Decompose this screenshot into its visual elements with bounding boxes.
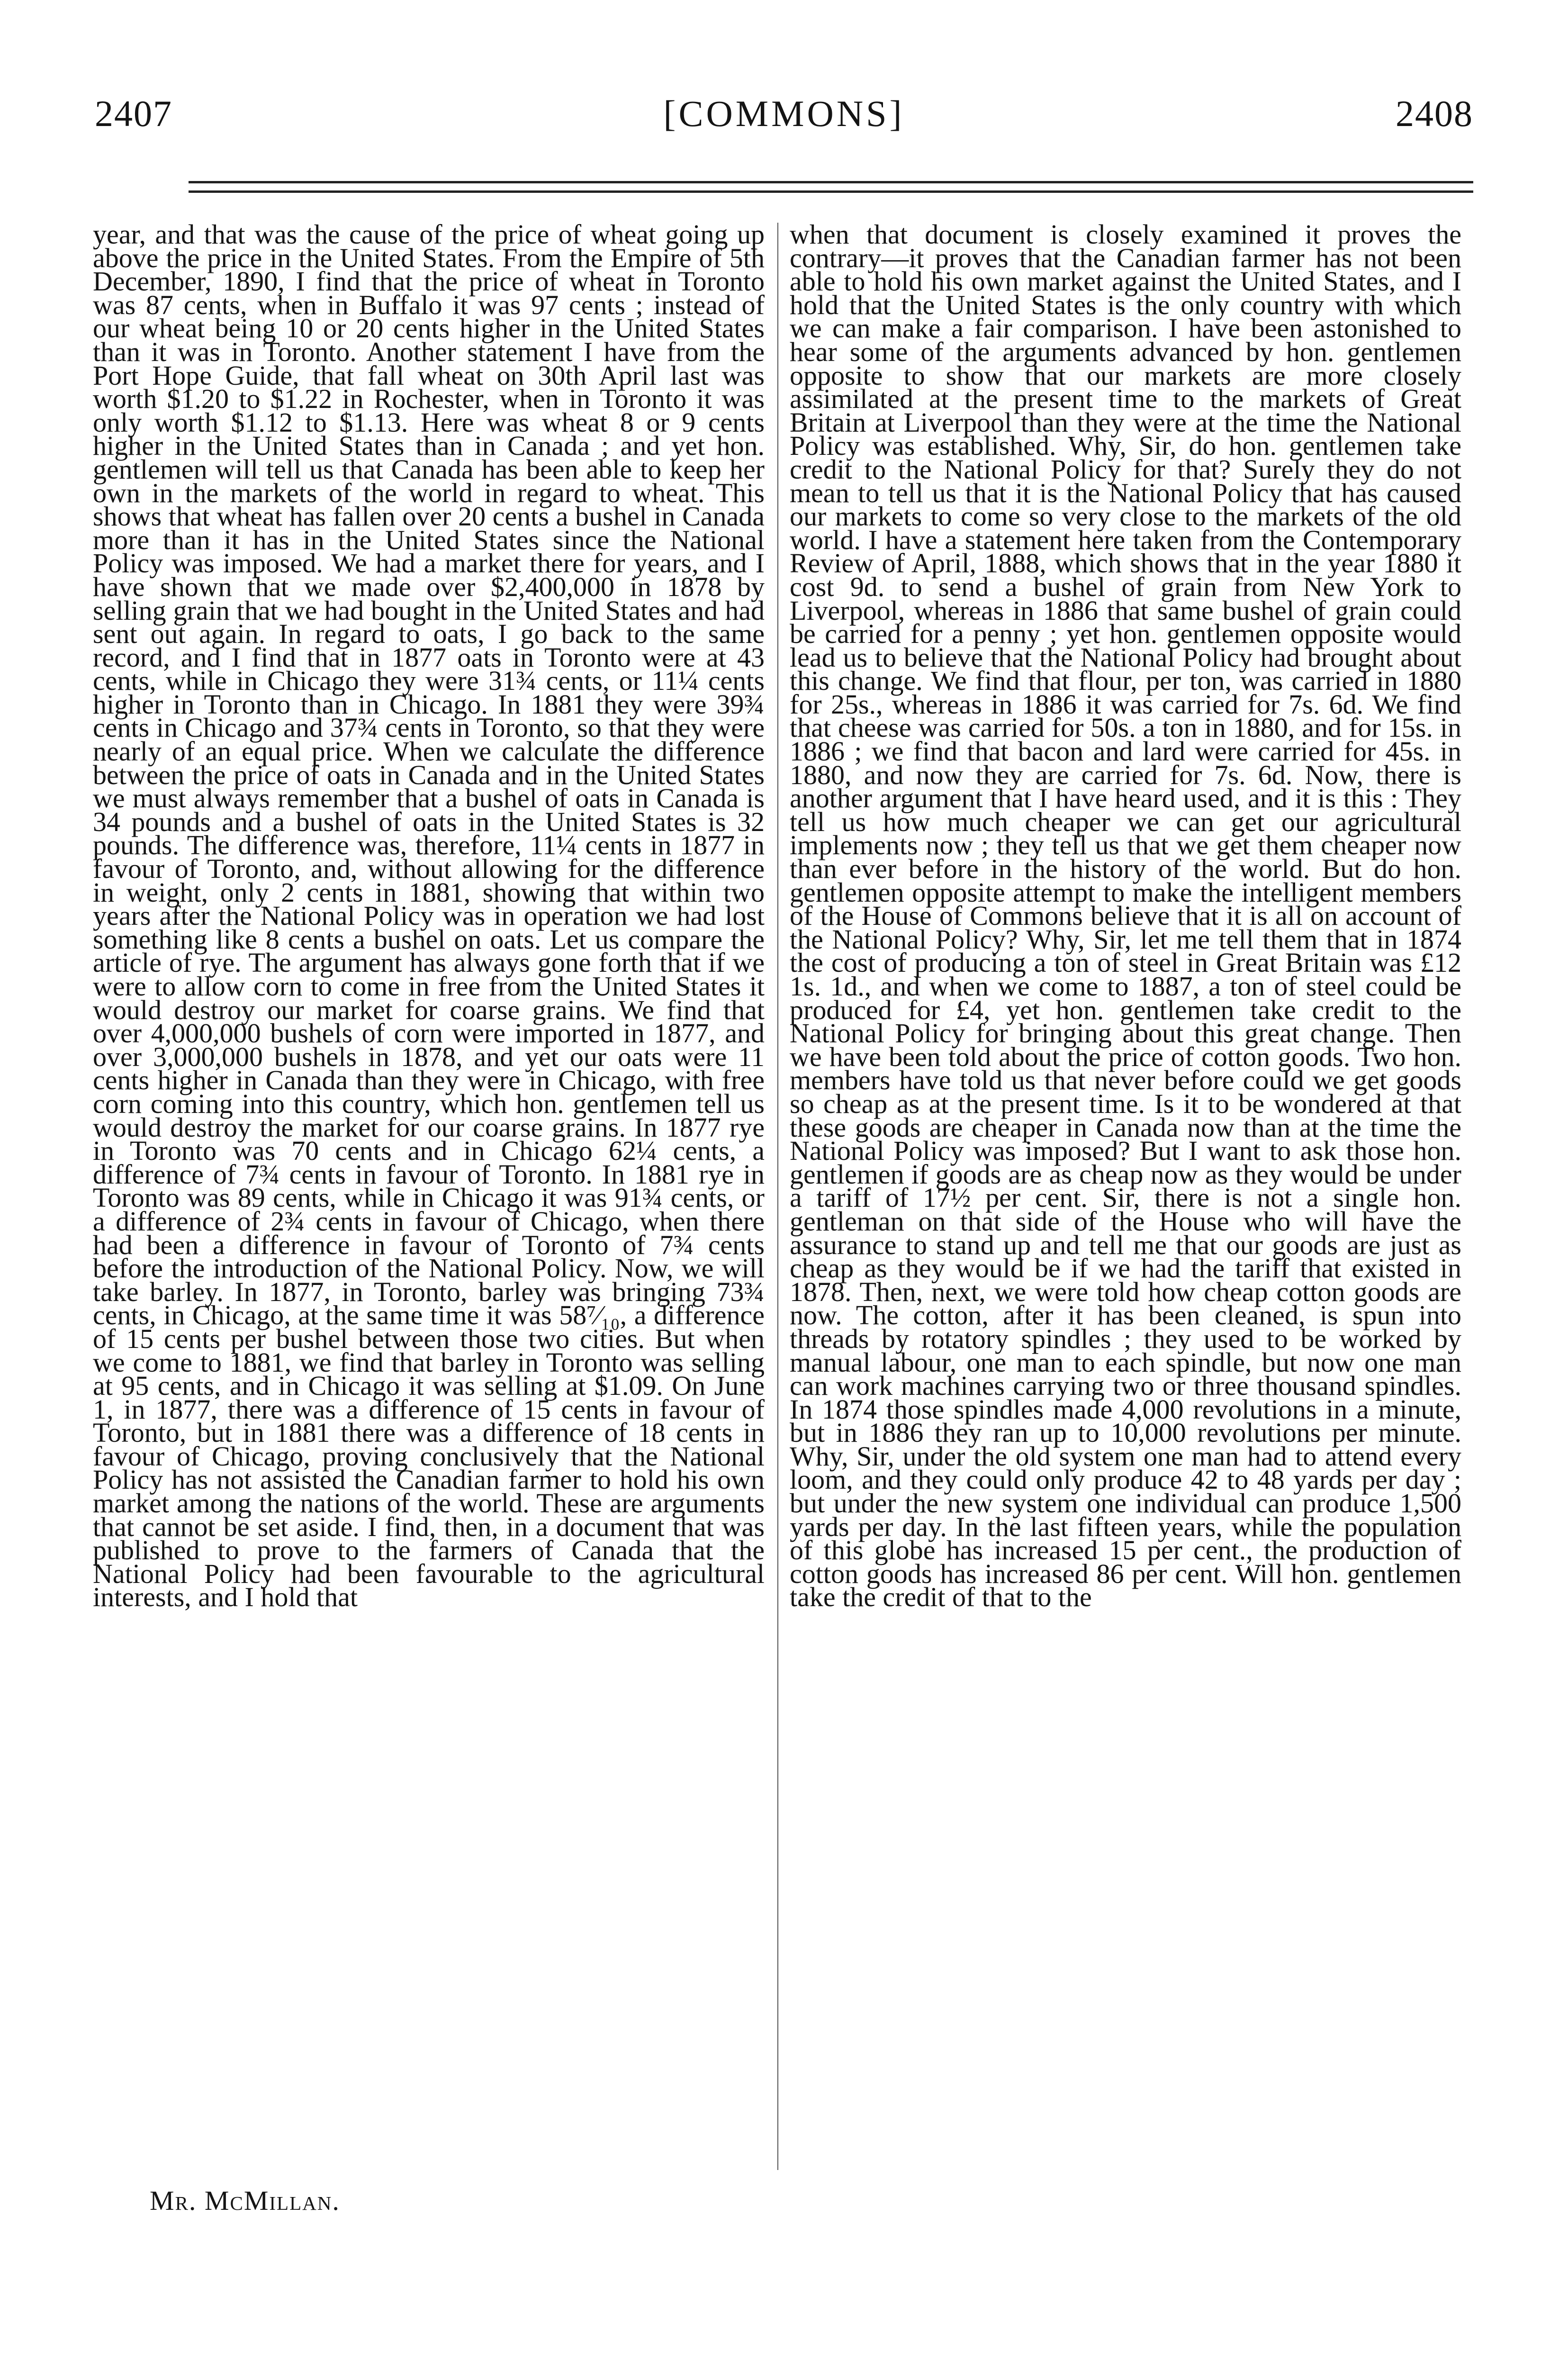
column-divider — [777, 223, 778, 2170]
left-column — [93, 219, 765, 1613]
left-page-number: 2407 — [95, 93, 172, 134]
speaker-signature: Mr. McMillan. — [150, 2185, 340, 2216]
left-column-text: year, and that was the cause of the price of wheat going up above the price in the United States. From the Empire of 5th December, 1890, I find that the price of wheat in Toronto was 87 cents, when in Buffalo it was 97 cents ; instead of our wheat being 10 or 20 cents higher in the United States than it was in Toronto. Another statement I have from the Port Hope Guide, that fall wheat on 30th April last was worth $1.20 to $1.22 in Rochester, when in Toronto it was only worth $1.12 to $1.13. Here was wheat 8 or 9 cents higher in the United States than in Canada ; and yet hon. gentlemen will tell us that Canada has been able to keep her own in the markets of the world in regard to wheat. This shows that wheat has fallen over 20 cents a bushel in Canada more than it has in the United States since the National Policy was imposed. We had a market there for years, and I have shown that we made over $2,400,000 in 1878 by selling grain that we had bought in the United States and had sent out again. In regard to oats, I go back to the same record, and I find that in 1877 oats in Toronto were at 43 cents, while in Chicago they were 31¾ cents, or 11¼ cents higher in Toronto than in Chicago. In 1881 they were 39¾ cents in Chicago and 37¾ cents in Toronto, so that they were nearly of an equal price. When we calculate the difference between the price of oats in Canada and in the United States we must always remember that a bushel of oats in Canada is 34 pounds and a bushel of oats in the United States is 32 pounds. The difference was, therefore, 11¼ cents in 1877 in favour of Toronto, and, without allowing for the difference in weight, only 2 cents in 1881, showing that within two years after the National Policy was in operation we had lost something like 8 cents a bushel on oats. Let us compare the article of rye. The argument has always gone forth that if we were to allow corn to come in free from the United States it would destroy our market for coarse grains. We find that over 4,000,000 bushels of corn were imported in 1877, and over 3,000,000 bushels in 1878, and yet our oats were 11 cents higher in Canada than they were in Chicago, with free corn coming into this country, which hon. gentlemen tell us would destroy the market for our coarse grains. In 1877 rye in Toronto was 70 cents and in Chicago 62¼ cents, a difference of 7¾ cents in favour of Toronto. In 1881 rye in Toronto was 89 cents, while in Chicago it was 91¾ cents, or a difference of 2¾ cents in favour of Chicago, when there had been a difference in favour of Toronto of 7¾ cents before the introduction of the National Policy. Now, we will take barley. In 1877, in Toronto, barley was bringing 73¾ cents, in Chicago, at the same time it was 58⁷⁄₁₀, a difference of 15 cents per bushel between those two cities. But when we come to 1881, we find that barley in Toronto was selling at 95 cents, and in Chicago it was selling at $1.09. On June 1, in 1877, there was a difference of 15 cents in favour of Toronto, but in 1881 there was a difference of 18 cents in favour of Chicago, proving conclusively that the National Policy has not assisted the Canadian farmer to hold his own market among the nations of the world. These are arguments that cannot be set aside. I find, then, in a document that was published to prove to the farmers of Canada that the National Policy had been favourable to the agricultural interests, and I hold that — [93, 219, 765, 1613]
right-column — [790, 219, 1461, 1613]
header-rule-top — [189, 181, 1473, 183]
right-column-text: when that document is closely examined it proves the contrary—it proves that the Canadian farmer has not been able to hold his own market against the United States, and I hold that the United States is the only country with which we can make a fair comparison. I have been astonished to hear some of the arguments advanced by hon. gentlemen opposite to show that our markets are more closely assimilated at the present time to the markets of Great Britain at Liverpool than they were at the time the National Policy was established. Why, Sir, do hon. gentlemen take credit to the National Policy for that? Surely they do not mean to tell us that it is the National Policy that has caused our markets to come so very close to the markets of the old world. I have a statement here taken from the Contemporary Review of April, 1888, which shows that in the year 1880 it cost 9d. to send a bushel of grain from New York to Liverpool, whereas in 1886 that same bushel of grain could be carried for a penny ; yet hon. gentlemen opposite would lead us to believe that the National Policy had brought about this change. We find that flour, per ton, was carried in 1880 for 25s., whereas in 1886 it was carried for 7s. 6d. We find that cheese was carried for 50s. a ton in 1880, and for 15s. in 1886 ; we find that bacon and lard were carried for 45s. in 1880, and now they are carried for 7s. 6d. Now, there is another argument that I have heard used, and it is this : They tell us how much cheaper we can get our agricultural implements now ; they tell us that we get them cheaper now than ever before in the history of the world. But do hon. gentlemen opposite attempt to make the intelligent members of the House of Commons believe that it is all on account of the National Policy? Why, Sir, let me tell them that in 1874 the cost of producing a ton of steel in Great Britain was £12 1s. 1d., and when we come to 1887, a ton of steel could be produced for £4, yet hon. gentlemen take credit to the National Policy for bringing about this great change. Then we have been told about the price of cotton goods. Two hon. members have told us that never before could we get goods so cheap as at the present time. Is it to be wondered at that these goods are cheaper in Canada now than at the time the National Policy was imposed? But I want to ask those hon. gentlemen if goods are as cheap now as they would be under a tariff of 17½ per cent. Sir, there is not a single hon. gentleman on that side of the House who will have the assurance to stand up and tell me that our goods are just as cheap as they would be if we had the tariff that existed in 1878. Then, next, we were told how cheap cotton goods are now. The cotton, after it has been cleaned, is spun into threads by rotatory spindles ; they used to be worked by manual labour, one man to each spindle, but now one man can work machines carrying two or three thousand spindles. In 1874 those spindles made 4,000 revolutions in a minute, but in 1886 they ran up to 10,000 revolutions per minute. Why, Sir, under the old system one man had to attend every loom, and they could only produce 42 to 48 yards per day ; but under the new system one individual can produce 1,500 yards per day. In the last fifteen years, while the population of this globe has increased 15 per cent., the production of cotton goods has increased 86 per cent. Will hon. gentlemen take the credit of that to the — [790, 219, 1461, 1613]
header-rule-bottom — [189, 190, 1473, 193]
page-title: [COMMONS] — [663, 93, 905, 134]
page-header — [0, 90, 1568, 137]
right-page-number: 2408 — [1396, 93, 1473, 134]
